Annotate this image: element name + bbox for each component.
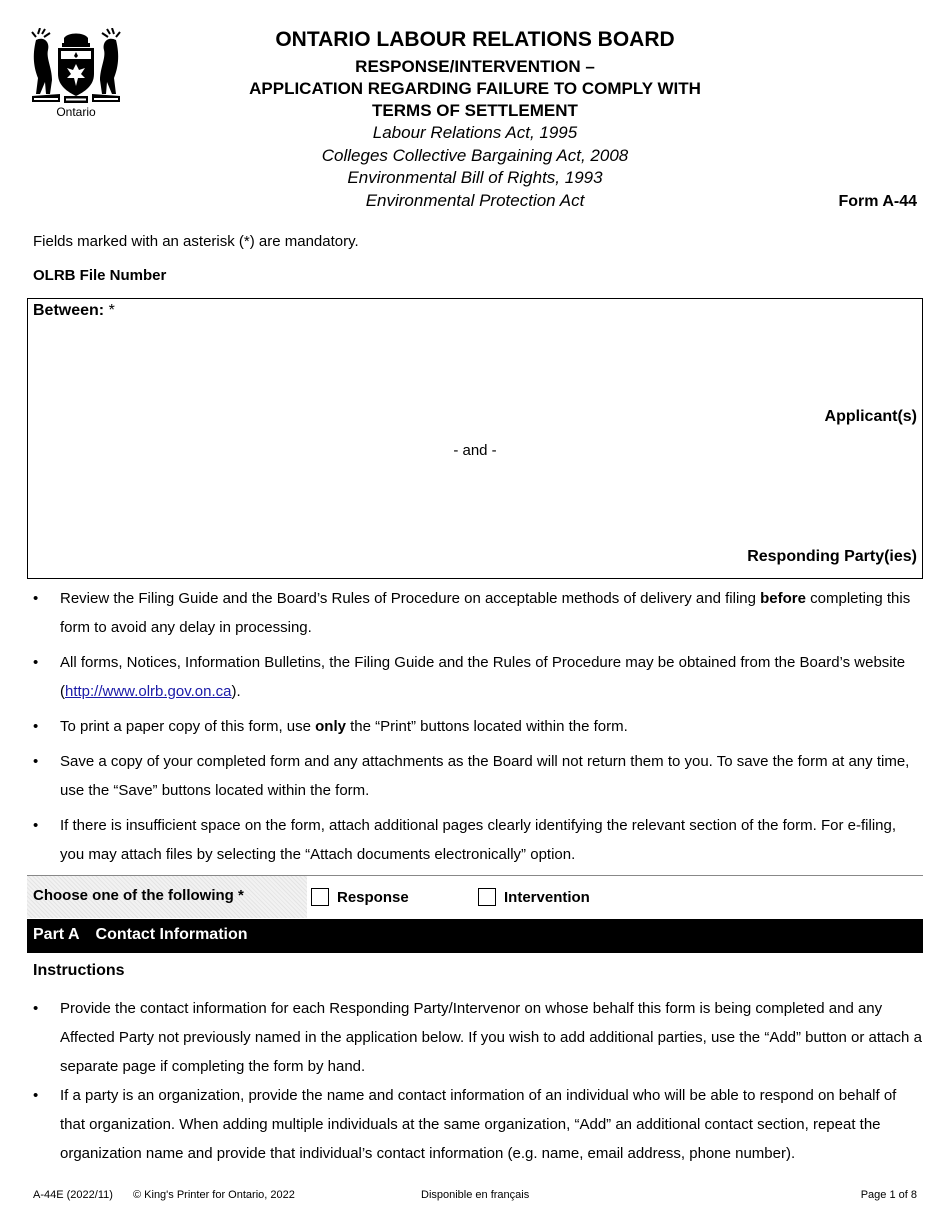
- act-2: Colleges Collective Bargaining Act, 2008: [321, 145, 629, 165]
- copyright: © King's Printer for Ontario, 2022: [133, 1189, 295, 1201]
- act-4: Environmental Protection Act: [365, 190, 585, 210]
- general-instructions-list: [33, 584, 923, 875]
- response-checkbox[interactable]: [311, 888, 329, 906]
- logo-caption: Ontario: [56, 105, 96, 119]
- list-item: • To print a paper copy of this form, use only the “Print” buttons located within the form.: [33, 712, 923, 741]
- intervention-checkbox[interactable]: [478, 888, 496, 906]
- list-item: • All forms, Notices, Information Bulletins, the Filing Guide and the Rules of Procedure may be obtained from the Board’s website (http://www.olrb.gov.on.ca).: [33, 648, 923, 706]
- board-title: ONTARIO LABOUR RELATIONS BOARD: [275, 28, 675, 51]
- contact-instructions-list: [33, 994, 923, 1168]
- part-title: Contact Information: [95, 926, 248, 943]
- responding-parties-label: Responding Party(ies): [747, 548, 917, 565]
- olrb-website-link[interactable]: http://www.olrb.gov.on.ca: [65, 683, 232, 700]
- french-available: Disponible en français: [421, 1189, 530, 1201]
- form-subtitle-line-1: RESPONSE/INTERVENTION –: [355, 57, 595, 76]
- mandatory-note: Fields marked with an asterisk (*) are mandatory.: [33, 233, 359, 250]
- response-type-row: [27, 875, 923, 918]
- act-3: Environmental Bill of Rights, 1993: [347, 168, 603, 187]
- intervention-option[interactable]: [478, 888, 590, 906]
- ontario-logo: [28, 28, 124, 119]
- applicants-label: Applicant(s): [824, 408, 917, 425]
- part-letter: Part A: [33, 926, 80, 943]
- form-number: Form A-44: [838, 193, 917, 210]
- between-label-text: Between:: [33, 302, 105, 319]
- choose-label: Choose one of the following *: [27, 876, 307, 918]
- form-subtitle-line-3: TERMS OF SETTLEMENT: [372, 101, 578, 120]
- response-label: Response: [337, 888, 409, 906]
- document-header: [150, 26, 800, 212]
- instructions-heading: Instructions: [33, 962, 125, 979]
- intervention-label: Intervention: [504, 888, 590, 906]
- list-item: • Review the Filing Guide and the Board’s Rules of Procedure on acceptable methods of delivery and filing before completing this form to avoid any delay in processing.: [33, 584, 923, 642]
- list-item: • Save a copy of your completed form and any attachments as the Board will not return them to you. To save the form at any time, use the “Save” buttons located within the form.: [33, 747, 923, 805]
- part-a-header: [27, 919, 923, 953]
- list-item: • If there is insufficient space on the form, attach additional pages clearly identifying the relevant section of the form. For e-filing, you may attach files by selecting the “Attach documents electronically” option.: [33, 811, 923, 869]
- act-1: Labour Relations Act, 1995: [372, 123, 578, 142]
- form-subtitle-line-2: APPLICATION REGARDING FAILURE TO COMPLY WITH: [249, 79, 701, 98]
- list-item: • If a party is an organization, provide the name and contact information of an individual who will be able to respond on behalf of that organization. When adding multiple individuals at the same organization, “Add” an additional contact section, repeat the organization name and provide that individual’s contact information (e.g. name, email address, phone number).: [33, 1081, 923, 1168]
- list-item: • Provide the contact information for each Responding Party/Intervenor on whose behalf this form is being completed and any Affected Party not previously named in the application below. If you wish to add additional parties, use the “Add” button or attach a separate page if completing the form by hand.: [33, 994, 923, 1081]
- page-number: Page 1 of 8: [860, 1189, 917, 1201]
- required-asterisk: *: [104, 302, 115, 319]
- and-separator: - and -: [453, 442, 497, 459]
- form-code: A-44E (2022/11): [33, 1189, 113, 1201]
- file-number-label: OLRB File Number: [33, 267, 167, 284]
- response-option[interactable]: [311, 888, 409, 906]
- ontario-coat-of-arms-icon: [30, 28, 122, 104]
- between-label: [33, 302, 115, 320]
- between-parties-box[interactable]: [27, 298, 923, 579]
